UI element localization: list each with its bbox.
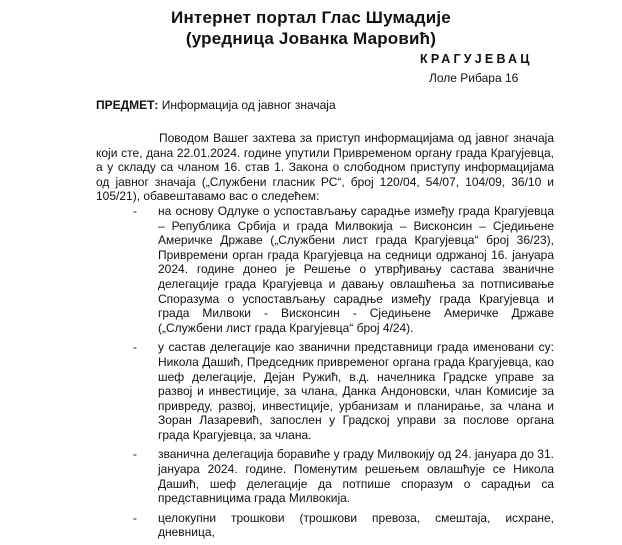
subject-text: Информација од јавног значаја <box>158 98 336 112</box>
list-item: - на основу Одлуке о успостављању сарадње између града Крагујевца – Република Србија и града Милвокија – Висконсин – Сједињене Америчке Државе („Службени лист града Крагујевца“ број 36/23), Привремени орган града Крагујевца на седници одржаној 16. јануара 2024. године донео је Решење о утврђивању састава званичне делегације града Крагујевца и давању овлашћења за потписивање Споразума о успостављању сарадње између града Крагујевца и града Милвоки - Висконсин - Сједињене Америчке Државе („Службени лист града Крагујевца“ број 4/24). <box>96 204 554 335</box>
intro-paragraph: Поводом Вашег захтева за приступ информацијама од јавног значаја који сте, дана 22.01.2024. године упутили Привременом органу града Крагујевца, а у складу са чланом 16. став 1. Закона о слободном приступу информацијама од јавног значаја („Службени гласник РС“, број 120/04, 54/07, 104/09, 36/10 и 105/21), обавештавамо вас о следећем: <box>96 131 554 204</box>
subject-label: ПРЕДМЕТ: <box>96 98 159 112</box>
list-item: - целокупни трошкови (трошкови превоза, смештаја, исхране, дневница, <box>96 511 554 540</box>
list-item: - у састав делегације као званични представници града именовани су: Никола Дашић, Председник привременог органа града Крагујевца, као шеф делегације, Дејан Ружић, в.д. начелника Градске управе за развој и инвестиције, за члана, Данка Андоновски, члан Комисије за привреду, развој, инвестиције, урбанизам и планирање, за члана и Зоран Лазаревић, запослен у Градској управи за послове органа града Крагујевца, за члана. <box>96 340 554 442</box>
info-list <box>96 204 554 540</box>
recipient-editor: (уредница Јованка Маровић) <box>185 29 437 48</box>
subject-line <box>96 98 336 112</box>
recipient-city: КРАГУЈЕВАЦ <box>420 52 533 66</box>
recipient-name: Интернет портал Глас Шумадије <box>171 8 451 27</box>
recipient-address: Лоле Рибара 16 <box>429 71 519 85</box>
letter-body <box>96 131 554 545</box>
list-item: - званична делегација боравиће у граду Милвокију од 24. јануара до 31. јануара 2024. године. Поменутим решењем овлашћује се Никола Дашић, шеф делегације да потпише споразум о сарадњи са представницима града Милвокија. <box>96 447 554 505</box>
